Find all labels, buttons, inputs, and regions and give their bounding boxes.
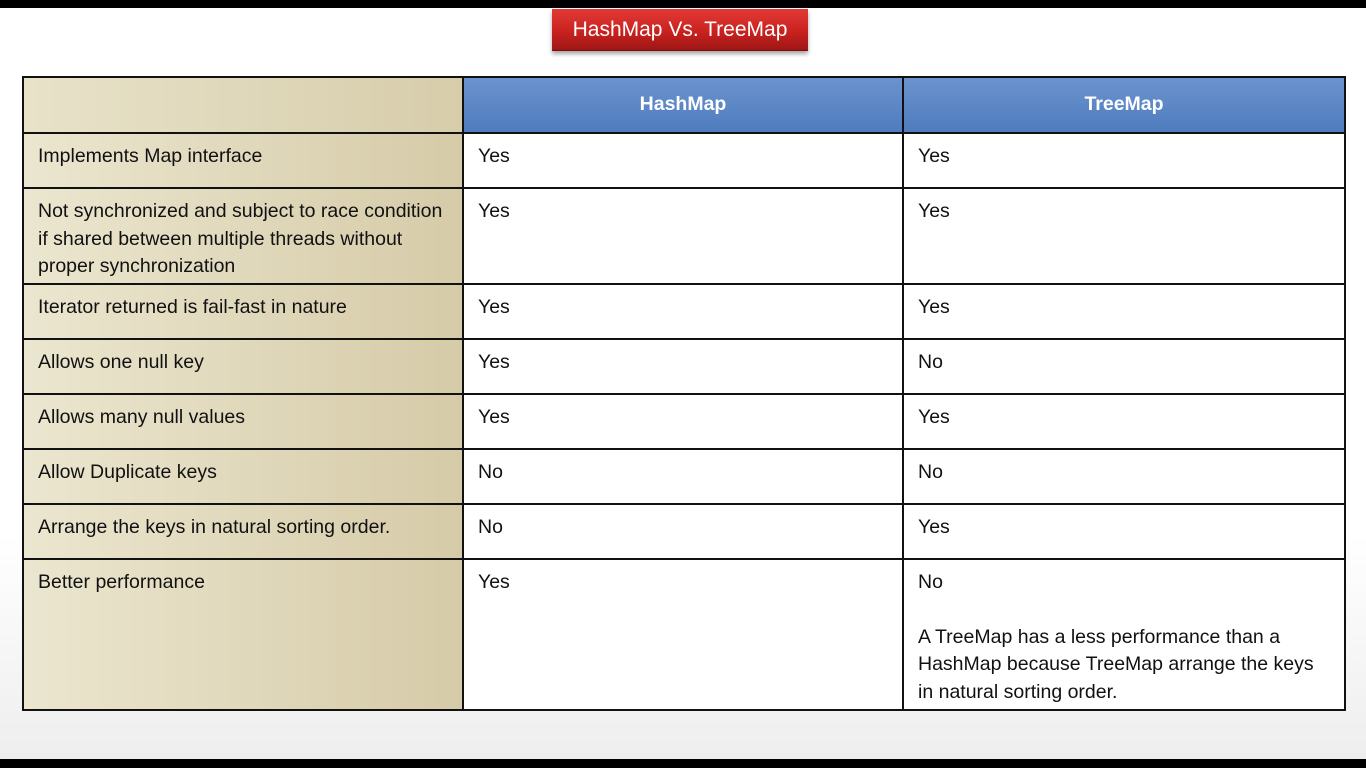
hashmap-cell: Yes	[463, 188, 903, 284]
hashmap-cell: Yes	[463, 339, 903, 394]
feature-cell: Iterator returned is fail-fast in nature	[23, 284, 463, 339]
treemap-cell: Yes	[903, 284, 1345, 339]
corner-header-cell	[23, 77, 463, 133]
table-row	[23, 339, 1345, 394]
table-row	[23, 133, 1345, 188]
hashmap-cell: No	[463, 449, 903, 504]
comparison-table	[22, 76, 1346, 711]
feature-cell: Not synchronized and subject to race condition if shared between multiple threads without proper synchronization	[23, 188, 463, 284]
treemap-cell: Yes	[903, 133, 1345, 188]
table-row	[23, 284, 1345, 339]
slide-title: HashMap Vs. TreeMap	[552, 9, 808, 51]
hashmap-cell: Yes	[463, 559, 903, 710]
feature-cell: Arrange the keys in natural sorting order.	[23, 504, 463, 559]
feature-cell: Better performance	[23, 559, 463, 710]
treemap-cell: No	[903, 449, 1345, 504]
header-row	[23, 77, 1345, 133]
treemap-cell: Yes	[903, 188, 1345, 284]
slide	[0, 8, 1366, 759]
hashmap-cell: Yes	[463, 394, 903, 449]
table-row	[23, 504, 1345, 559]
header-hashmap: HashMap	[463, 77, 903, 133]
treemap-performance-note: A TreeMap has a less performance than a HashMap because TreeMap arrange the keys in natural sorting order.	[918, 625, 1314, 703]
feature-cell: Allow Duplicate keys	[23, 449, 463, 504]
hashmap-cell: Yes	[463, 284, 903, 339]
header-treemap: TreeMap	[903, 77, 1345, 133]
hashmap-cell: Yes	[463, 133, 903, 188]
treemap-value: No	[918, 571, 943, 593]
treemap-cell	[903, 559, 1345, 710]
treemap-cell: Yes	[903, 504, 1345, 559]
treemap-cell: No	[903, 339, 1345, 394]
feature-cell: Implements Map interface	[23, 133, 463, 188]
table-row	[23, 188, 1345, 284]
feature-cell: Allows one null key	[23, 339, 463, 394]
table-row	[23, 559, 1345, 710]
feature-cell: Allows many null values	[23, 394, 463, 449]
treemap-cell: Yes	[903, 394, 1345, 449]
hashmap-cell: No	[463, 504, 903, 559]
table-row	[23, 394, 1345, 449]
table-row	[23, 449, 1345, 504]
